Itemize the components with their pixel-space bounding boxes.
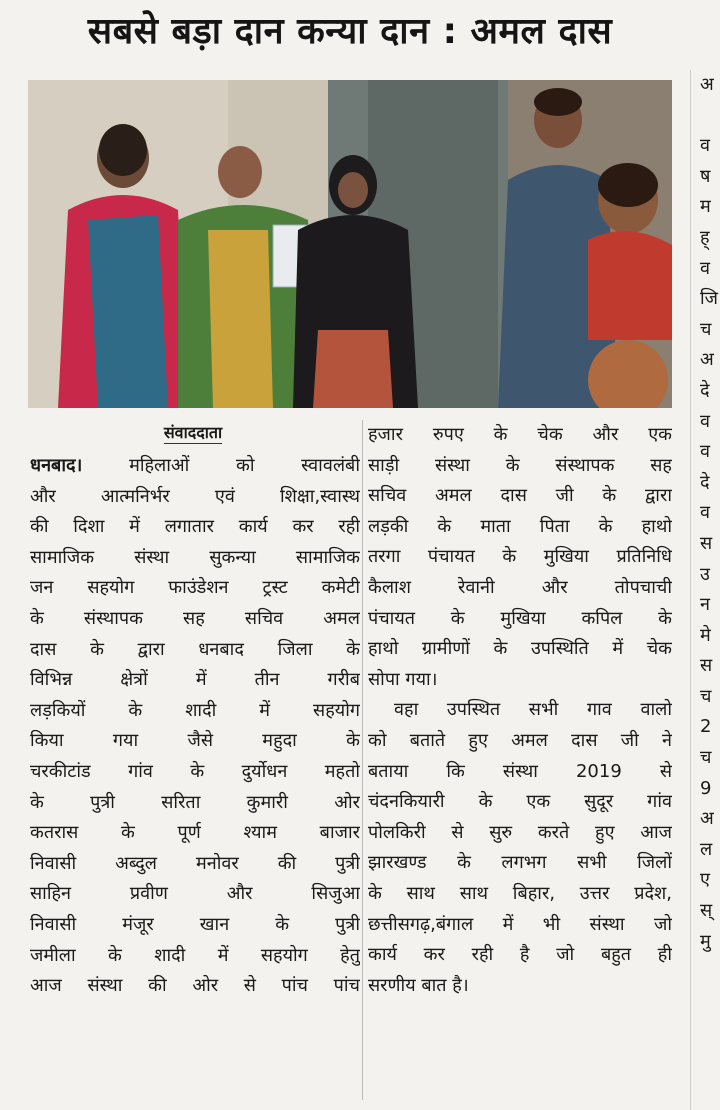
fragment-char: उ xyxy=(700,563,710,585)
text-line: लड़कियों के शादी में सहयोग xyxy=(30,699,360,721)
fragment-char: व xyxy=(700,135,711,157)
text-line: और आत्मनिर्भर एवं शिक्षा,स्वास्थ xyxy=(30,485,360,507)
fragment-char: ए xyxy=(700,869,710,891)
fragment-char: ह् xyxy=(700,226,710,248)
fragment-char: अ xyxy=(700,349,714,371)
text-line: सोपा गया। xyxy=(368,668,438,690)
text-line: पंचायत के मुखिया कपिल के xyxy=(368,607,672,629)
fragment-char: स xyxy=(700,655,713,677)
fragment-char: व xyxy=(700,502,711,524)
text-line: विभिन्न क्षेत्रों में तीन गरीब xyxy=(30,669,360,691)
fragment-char: 9 xyxy=(700,777,712,799)
text-line: छत्तीसगढ़,बंगाल में भी संस्था जो xyxy=(368,913,672,935)
text-line: जन सहयोग फाउंडेशन ट्रस्ट कमेटी xyxy=(30,577,360,599)
text-line: दास के द्वारा धनबाद जिला के xyxy=(30,638,360,660)
fragment-char: स xyxy=(700,532,713,554)
text-line: को बताते हुए अमल दास जी ने xyxy=(368,729,672,751)
fragment-char xyxy=(700,101,720,132)
text-line: हजार रुपए के चेक और एक xyxy=(368,424,672,445)
text-line: बताया कि संस्था 2019 से xyxy=(368,760,672,782)
fragment-char: म xyxy=(700,196,711,218)
column-divider xyxy=(362,420,363,1100)
fragment-char: 2 xyxy=(700,716,712,738)
fragment-char: अ xyxy=(700,74,714,95)
fragment-char: च xyxy=(700,685,712,707)
fragment-char: अ xyxy=(700,808,714,830)
article-column-1 xyxy=(30,451,360,1002)
fragment-char: दे xyxy=(700,379,710,401)
text-line: निवासी अब्दुल मनोवर की पुत्री xyxy=(30,852,360,874)
fragment-char: स् xyxy=(700,900,713,922)
text-line xyxy=(30,451,360,482)
fragment-char: न xyxy=(700,594,710,616)
adjacent-article-fragment xyxy=(700,70,720,1110)
text-line: सामाजिक संस्था सुकन्या सामाजिक xyxy=(30,546,360,568)
fragment-char: व xyxy=(700,257,711,279)
text-line: सचिव अमल दास जी के द्वारा xyxy=(368,485,672,507)
text-fragment: महिलाओं को स्वावलंबी xyxy=(82,455,360,476)
fragment-char: जि xyxy=(700,288,719,310)
text-line: के साथ साथ बिहार, उत्तर प्रदेश, xyxy=(368,882,672,904)
fragment-char: च xyxy=(700,318,712,340)
fragment-char: दे xyxy=(700,471,710,493)
headline: सबसे बड़ा दान कन्या दान : अमल दास xyxy=(87,11,613,52)
adjacent-column-divider xyxy=(690,70,691,1110)
text-line: हाथो ग्रामीणों के उपस्थिति में चेक xyxy=(368,638,672,660)
fragment-char: व xyxy=(700,410,711,432)
text-line: वहा उपस्थित सभी गाव वालो xyxy=(394,699,672,721)
text-line: जमीला के शादी में सहयोग हेतु xyxy=(30,944,360,966)
news-photo xyxy=(28,80,672,408)
text-line: सरणीय बात है। xyxy=(368,974,469,996)
text-line: किया गया जैसे महुदा के xyxy=(30,730,360,752)
fragment-char: व xyxy=(700,441,711,463)
text-line: कार्य कर रही है जो बहुत ही xyxy=(368,944,672,966)
dateline: धनबाद। xyxy=(30,455,83,476)
text-line: के पुत्री सरिता कुमारी ओर xyxy=(30,791,360,813)
text-line: तरगा पंचायत के मुखिया प्रतिनिधि xyxy=(368,546,672,568)
byline: संवाददाता xyxy=(163,423,223,442)
article-column-2 xyxy=(368,420,672,1001)
text-line: के संस्थापक सह सचिव अमल xyxy=(30,607,360,629)
fragment-char: च xyxy=(700,747,712,769)
text-line: चरकीटांड गांव के दुर्योधन महतो xyxy=(30,760,360,782)
text-line: पोलकिरी से सुरु करते हुए आज xyxy=(368,821,672,843)
photo-icon xyxy=(28,80,672,408)
text-line: साहिन प्रवीण और सिजुआ xyxy=(30,883,360,905)
text-line: आज संस्था की ओर से पांच पांच xyxy=(30,975,360,997)
fragment-char: मे xyxy=(700,624,711,646)
text-line: निवासी मंजूर खान के पुत्री xyxy=(30,913,360,935)
text-line: कतरास के पूर्ण श्याम बाजार xyxy=(30,822,360,844)
text-line: झारखण्ड के लगभग सभी जिलों xyxy=(368,852,672,874)
text-line: चंदनकियारी के एक सुदूर गांव xyxy=(368,791,672,813)
text-line: साड़ी संस्था के संस्थापक सह xyxy=(368,454,672,476)
text-line: लड़की के माता पिता के हाथो xyxy=(368,515,672,537)
fragment-char: ष xyxy=(700,165,711,187)
text-line: की दिशा में लगातार कार्य कर रही xyxy=(30,516,360,538)
text-line: कैलाश रेवानी और तोपचाची xyxy=(368,576,672,598)
fragment-char: ल xyxy=(700,838,713,860)
fragment-char: मु xyxy=(700,930,711,952)
